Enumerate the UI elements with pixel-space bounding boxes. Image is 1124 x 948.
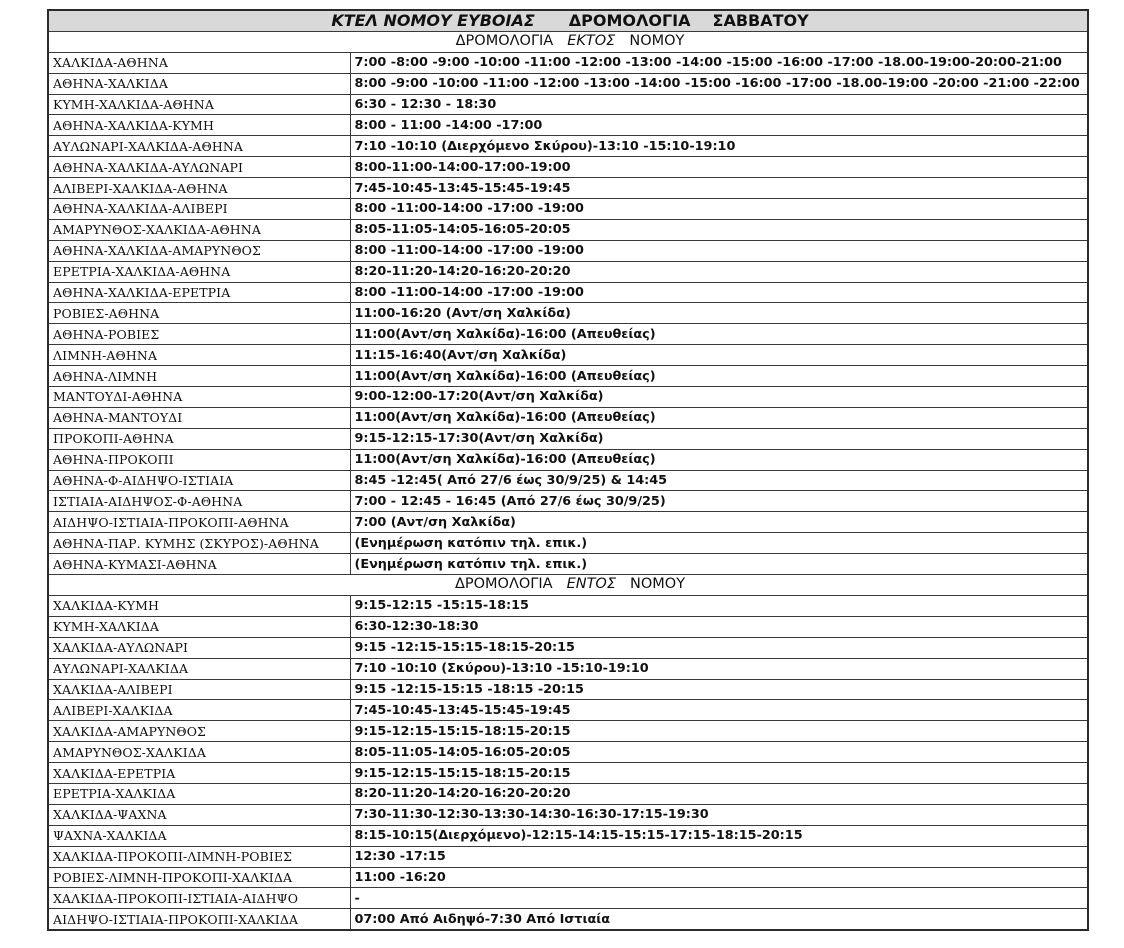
table-row xyxy=(48,303,1088,324)
route-cell: ΧΑΛΚΙΔΑ-ΑΛΙΒΕΡΙ xyxy=(48,679,350,700)
table-row xyxy=(48,219,1088,240)
title-word: ΔΡΟΜΟΛΟΓΙΑ xyxy=(568,11,691,31)
section-suffix: ΝΟΜΟΥ xyxy=(630,576,686,593)
table-row xyxy=(48,533,1088,554)
route-cell: ΧΑΛΚΙΔΑ-ΑΜΑΡΥΝΘΟΣ xyxy=(48,721,350,742)
route-cell: ΑΘΗΝΑ-ΜΑΝΤΟΥΔΙ xyxy=(48,407,350,428)
times-cell: 8:05-11:05-14:05-16:05-20:05 xyxy=(350,219,1088,240)
table-row xyxy=(48,94,1088,115)
table-row xyxy=(48,407,1088,428)
table-row xyxy=(48,763,1088,784)
route-cell: ΧΑΛΚΙΔΑ-ΑΥΛΩΝΑΡΙ xyxy=(48,637,350,658)
table-row xyxy=(48,261,1088,282)
times-cell: 11:00-16:20 (Αντ/ση Χαλκίδα) xyxy=(350,303,1088,324)
route-cell: ΠΡΟΚΟΠΙ-ΑΘΗΝΑ xyxy=(48,428,350,449)
section-prefix: ΔΡΟΜΟΛΟΓΙΑ xyxy=(454,576,553,593)
times-cell: 7:00 - 12:45 - 16:45 (Από 27/6 έως 30/9/25) xyxy=(350,491,1088,512)
route-cell: ΕΡΕΤΡΙΑ-ΧΑΛΚΙΔΑ-ΑΘΗΝΑ xyxy=(48,261,350,282)
route-cell: ΕΡΕΤΡΙΑ-ΧΑΛΚΙΔΑ xyxy=(48,783,350,804)
times-cell: 12:30 -17:15 xyxy=(350,846,1088,867)
table-row xyxy=(48,366,1088,387)
route-cell: ΑΘΗΝΑ-ΚΥΜΑΣΙ-ΑΘΗΝΑ xyxy=(48,554,350,575)
times-cell: 7:10 -10:10 (Σκύρου)-13:10 -15:10-19:10 xyxy=(350,658,1088,679)
times-cell: 9:15-12:15-15:15-18:15-20:15 xyxy=(350,721,1088,742)
times-cell: 7:00 (Αντ/ση Χαλκίδα) xyxy=(350,512,1088,533)
times-cell: 8:00 -11:00-14:00 -17:00 -19:00 xyxy=(350,240,1088,261)
times-cell: 7:45-10:45-13:45-15:45-19:45 xyxy=(350,700,1088,721)
route-cell: ΧΑΛΚΙΔΑ-ΑΘΗΝΑ xyxy=(48,52,350,73)
table-row xyxy=(48,804,1088,825)
times-cell: 8:00 - 11:00 -14:00 -17:00 xyxy=(350,115,1088,136)
table-row xyxy=(48,825,1088,846)
table-row xyxy=(48,115,1088,136)
times-cell: 9:15 -12:15-15:15-18:15-20:15 xyxy=(350,637,1088,658)
section-header-outside xyxy=(48,31,1088,52)
route-cell: ΛΙΜΝΗ-ΑΘΗΝΑ xyxy=(48,345,350,366)
section-emph: ΕΝΤΟΣ xyxy=(566,576,617,593)
times-cell: 7:10 -10:10 (Διερχόμενο Σκύρου)-13:10 -15:10-19:10 xyxy=(350,136,1088,157)
times-cell: 6:30-12:30-18:30 xyxy=(350,616,1088,637)
route-cell: ΑΙΔΗΨΟ-ΙΣΤΙΑΙΑ-ΠΡΟΚΟΠΙ-ΑΘΗΝΑ xyxy=(48,512,350,533)
schedule-body xyxy=(48,10,1088,930)
route-cell: ΑΘΗΝΑ-ΠΡΟΚΟΠΙ xyxy=(48,449,350,470)
times-cell: 07:00 Από Αιδηψό-7:30 Από Ιστιαία xyxy=(350,909,1088,930)
times-cell: 8:00 -9:00 -10:00 -11:00 -12:00 -13:00 -14:00 -15:00 -16:00 -17:00 -18.00-19:00 -20:00 -21:00 -22:00 xyxy=(350,73,1088,94)
table-row xyxy=(48,324,1088,345)
times-cell: - xyxy=(350,888,1088,909)
times-cell: 6:30 - 12:30 - 18:30 xyxy=(350,94,1088,115)
schedule-table xyxy=(47,9,1089,931)
table-row xyxy=(48,909,1088,930)
times-cell: 8:00-11:00-14:00-17:00-19:00 xyxy=(350,157,1088,178)
times-cell: 11:00(Αντ/ση Χαλκίδα)-16:00 (Απευθείας) xyxy=(350,407,1088,428)
table-row xyxy=(48,637,1088,658)
times-cell: (Ενημέρωση κατόπιν τηλ. επικ.) xyxy=(350,533,1088,554)
table-title xyxy=(48,10,1088,31)
times-cell: 8:15-10:15(Διερχόμενο)-12:15-14:15-15:15-17:15-18:15-20:15 xyxy=(350,825,1088,846)
route-cell: ΑΥΛΩΝΑΡΙ-ΧΑΛΚΙΔΑ xyxy=(48,658,350,679)
times-cell: 7:30-11:30-12:30-13:30-14:30-16:30-17:15-19:30 xyxy=(350,804,1088,825)
route-cell: ΡΟΒΙΕΣ-ΑΘΗΝΑ xyxy=(48,303,350,324)
section-prefix: ΔΡΟΜΟΛΟΓΙΑ xyxy=(455,33,554,50)
route-cell: ΑΜΑΡΥΝΘΟΣ-ΧΑΛΚΙΔΑ-ΑΘΗΝΑ xyxy=(48,219,350,240)
times-cell: 11:15-16:40(Αντ/ση Χαλκίδα) xyxy=(350,345,1088,366)
table-row xyxy=(48,679,1088,700)
table-row xyxy=(48,387,1088,408)
times-cell: 11:00(Αντ/ση Χαλκίδα)-16:00 (Απευθείας) xyxy=(350,366,1088,387)
route-cell: ΧΑΛΚΙΔΑ-ΠΡΟΚΟΠΙ-ΛΙΜΝΗ-ΡΟΒΙΕΣ xyxy=(48,846,350,867)
table-row xyxy=(48,157,1088,178)
route-cell: ΡΟΒΙΕΣ-ΛΙΜΝΗ-ΠΡΟΚΟΠΙ-ΧΑΛΚΙΔΑ xyxy=(48,867,350,888)
route-cell: ΑΙΔΗΨΟ-ΙΣΤΙΑΙΑ-ΠΡΟΚΟΠΙ-ΧΑΛΚΙΔΑ xyxy=(48,909,350,930)
table-row xyxy=(48,721,1088,742)
table-row xyxy=(48,428,1088,449)
times-cell: 11:00(Αντ/ση Χαλκίδα)-16:00 (Απευθείας) xyxy=(350,324,1088,345)
times-cell: 9:00-12:00-17:20(Αντ/ση Χαλκίδα) xyxy=(350,387,1088,408)
times-cell: 7:45-10:45-13:45-15:45-19:45 xyxy=(350,178,1088,199)
title-company: ΚΤΕΛ ΝΟΜΟΥ ΕΥΒΟΙΑΣ xyxy=(331,11,535,31)
times-cell: 8:00 -11:00-14:00 -17:00 -19:00 xyxy=(350,282,1088,303)
table-row xyxy=(48,554,1088,575)
table-row xyxy=(48,783,1088,804)
times-cell: 9:15-12:15 -15:15-18:15 xyxy=(350,595,1088,616)
route-cell: ΚΥΜΗ-ΧΑΛΚΙΔΑ-ΑΘΗΝΑ xyxy=(48,94,350,115)
route-cell: ΑΜΑΡΥΝΘΟΣ-ΧΑΛΚΙΔΑ xyxy=(48,742,350,763)
table-row xyxy=(48,449,1088,470)
table-row xyxy=(48,282,1088,303)
route-cell: ΚΥΜΗ-ΧΑΛΚΙΔΑ xyxy=(48,616,350,637)
table-row xyxy=(48,178,1088,199)
route-cell: ΙΣΤΙΑΙΑ-ΑΙΔΗΨΟΣ-Φ-ΑΘΗΝΑ xyxy=(48,491,350,512)
section-header-inside xyxy=(48,575,1088,596)
table-row xyxy=(48,199,1088,220)
times-cell: 11:00(Αντ/ση Χαλκίδα)-16:00 (Απευθείας) xyxy=(350,449,1088,470)
table-row xyxy=(48,491,1088,512)
route-cell: ΑΘΗΝΑ-ΧΑΛΚΙΔΑ-ΚΥΜΗ xyxy=(48,115,350,136)
table-row xyxy=(48,742,1088,763)
route-cell: ΧΑΛΚΙΔΑ-ΚΥΜΗ xyxy=(48,595,350,616)
section-title-inside xyxy=(48,575,1088,596)
table-row xyxy=(48,345,1088,366)
table-row xyxy=(48,52,1088,73)
route-cell: ΑΘΗΝΑ-ΧΑΛΚΙΔΑ-ΑΜΑΡΥΝΘΟΣ xyxy=(48,240,350,261)
route-cell: ΑΘΗΝΑ-ΠΑΡ. ΚΥΜΗΣ (ΣΚΥΡΟΣ)-ΑΘΗΝΑ xyxy=(48,533,350,554)
route-cell: ΧΑΛΚΙΔΑ-ΠΡΟΚΟΠΙ-ΙΣΤΙΑΙΑ-ΑΙΔΗΨΟ xyxy=(48,888,350,909)
route-cell: ΧΑΛΚΙΔΑ-ΨΑΧΝΑ xyxy=(48,804,350,825)
table-row xyxy=(48,700,1088,721)
table-row xyxy=(48,616,1088,637)
route-cell: ΧΑΛΚΙΔΑ-ΕΡΕΤΡΙΑ xyxy=(48,763,350,784)
times-cell: 8:05-11:05-14:05-16:05-20:05 xyxy=(350,742,1088,763)
times-cell: 7:00 -8:00 -9:00 -10:00 -11:00 -12:00 -13:00 -14:00 -15:00 -16:00 -17:00 -18.00-19:00-20:00-21:00 xyxy=(350,52,1088,73)
table-row xyxy=(48,867,1088,888)
times-cell: 8:20-11:20-14:20-16:20-20:20 xyxy=(350,783,1088,804)
route-cell: ΨΑΧΝΑ-ΧΑΛΚΙΔΑ xyxy=(48,825,350,846)
table-row xyxy=(48,658,1088,679)
table-row xyxy=(48,846,1088,867)
route-cell: ΑΘΗΝΑ-ΧΑΛΚΙΔΑ-ΕΡΕΤΡΙΑ xyxy=(48,282,350,303)
times-cell: 9:15 -12:15-15:15 -18:15 -20:15 xyxy=(350,679,1088,700)
route-cell: ΑΥΛΩΝΑΡΙ-ΧΑΛΚΙΔΑ-ΑΘΗΝΑ xyxy=(48,136,350,157)
section-suffix: ΝΟΜΟΥ xyxy=(629,33,685,50)
route-cell: ΑΛΙΒΕΡΙ-ΧΑΛΚΙΔΑ-ΑΘΗΝΑ xyxy=(48,178,350,199)
times-cell: 8:45 -12:45( Από 27/6 έως 30/9/25) & 14:45 xyxy=(350,470,1088,491)
title-day: ΣΑΒΒΑΤΟΥ xyxy=(712,11,809,31)
table-row xyxy=(48,73,1088,94)
route-cell: ΑΘΗΝΑ-ΧΑΛΚΙΔΑ-ΑΛΙΒΕΡΙ xyxy=(48,199,350,220)
route-cell: ΑΘΗΝΑ-ΧΑΛΚΙΔΑ-ΑΥΛΩΝΑΡΙ xyxy=(48,157,350,178)
table-row xyxy=(48,240,1088,261)
times-cell: 11:00 -16:20 xyxy=(350,867,1088,888)
route-cell: ΑΘΗΝΑ-ΡΟΒΙΕΣ xyxy=(48,324,350,345)
times-cell: 8:20-11:20-14:20-16:20-20:20 xyxy=(350,261,1088,282)
route-cell: ΑΘΗΝΑ-Φ-ΑΙΔΗΨΟ-ΙΣΤΙΑΙΑ xyxy=(48,470,350,491)
route-cell: ΑΘΗΝΑ-ΧΑΛΚΙΔΑ xyxy=(48,73,350,94)
route-cell: ΜΑΝΤΟΥΔΙ-ΑΘΗΝΑ xyxy=(48,387,350,408)
section-title-outside xyxy=(48,31,1088,52)
title-row xyxy=(48,10,1088,31)
table-row xyxy=(48,512,1088,533)
table-row xyxy=(48,136,1088,157)
times-cell: (Ενημέρωση κατόπιν τηλ. επικ.) xyxy=(350,554,1088,575)
route-cell: ΑΘΗΝΑ-ΛΙΜΝΗ xyxy=(48,366,350,387)
times-cell: 9:15-12:15-17:30(Αντ/ση Χαλκίδα) xyxy=(350,428,1088,449)
table-row xyxy=(48,595,1088,616)
times-cell: 8:00 -11:00-14:00 -17:00 -19:00 xyxy=(350,199,1088,220)
section-emph: ΕΚΤΟΣ xyxy=(567,33,616,50)
route-cell: ΑΛΙΒΕΡΙ-ΧΑΛΚΙΔΑ xyxy=(48,700,350,721)
times-cell: 9:15-12:15-15:15-18:15-20:15 xyxy=(350,763,1088,784)
table-row xyxy=(48,470,1088,491)
table-row xyxy=(48,888,1088,909)
